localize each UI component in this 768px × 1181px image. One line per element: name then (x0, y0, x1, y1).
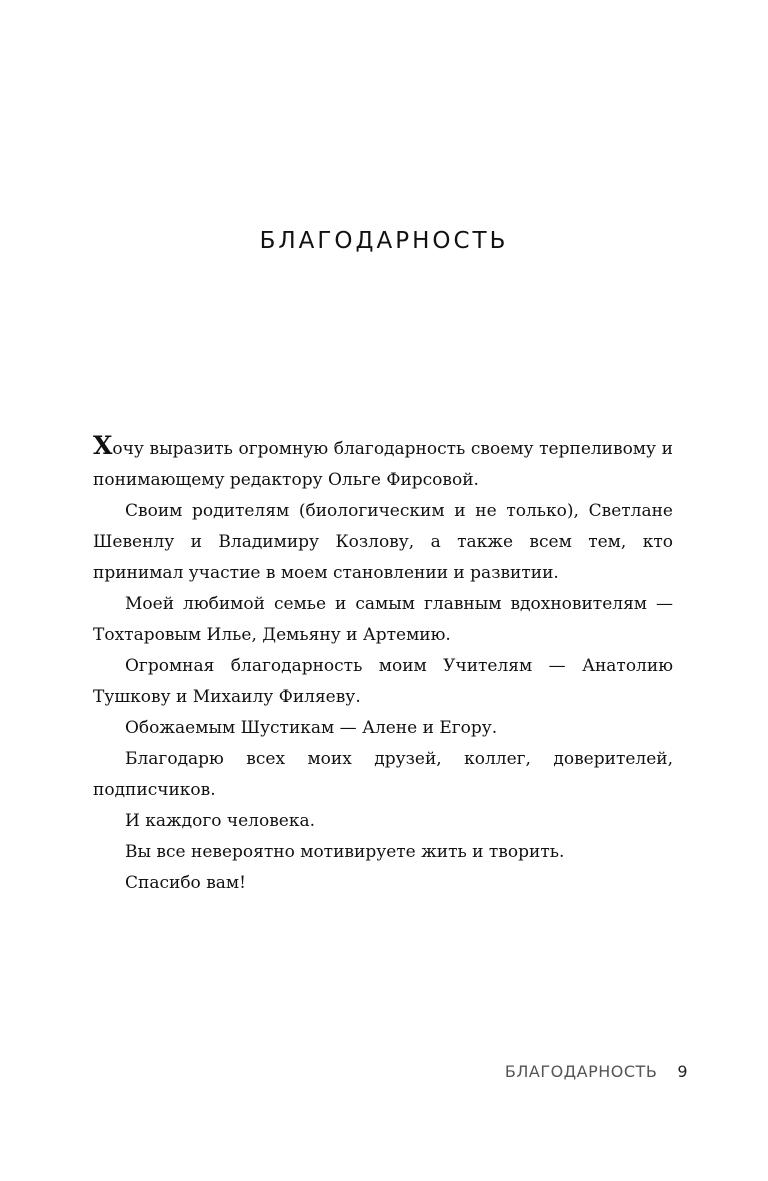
paragraph-9: Спасибо вам! (125, 873, 246, 893)
paragraph-7: И каждого человека. (125, 811, 316, 831)
page-number: 9 (677, 1062, 688, 1081)
paragraph-1 (93, 430, 673, 496)
paragraph-text: очу выразить огромную благодарность своему терпеливому и понимающему редактору Ольге Фирсовой. (93, 439, 673, 490)
paragraph-3: Моей любимой семье и самым главным вдохновителям — Тохтаровым Илье, Демьяну и Артемию. (93, 594, 673, 645)
paragraph-2: Своим родителям (биологическим и не только), Светлане Шевенлу и Владимиру Козлову, а также всем тем, кто принимал участие в моем становлении и развитии. (93, 501, 673, 583)
paragraph-6: Благодарю всех моих друзей, коллег, доверителей, подписчиков. (93, 749, 673, 800)
chapter-title: БЛАГОДАРНОСТЬ (259, 228, 509, 254)
paragraph-5: Обожаемым Шустикам — Алене и Егору. (125, 718, 498, 738)
running-head: БЛАГОДАРНОСТЬ (504, 1062, 658, 1081)
acknowledgements-text (93, 430, 673, 899)
paragraph-8: Вы все невероятно мотивируете жить и творить. (125, 842, 565, 862)
page-footer (0, 1062, 688, 1081)
drop-cap: Х (93, 431, 113, 460)
paragraph-4: Огромная благодарность моим Учителям — Анатолию Тушкову и Михаилу Филяеву. (93, 656, 673, 707)
